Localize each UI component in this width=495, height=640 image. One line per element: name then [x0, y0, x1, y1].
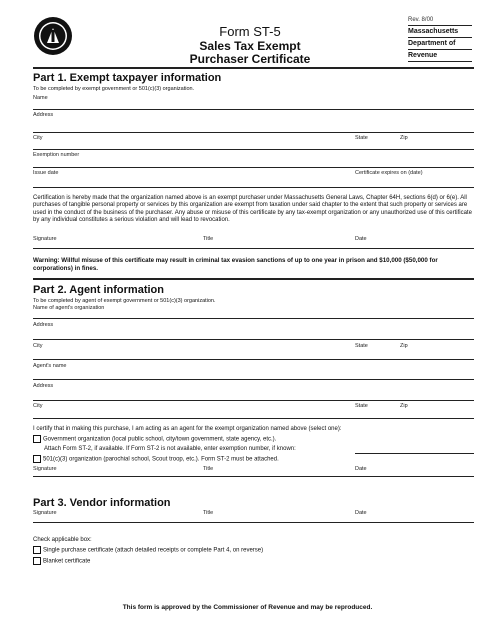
- zip-label: Zip: [400, 343, 408, 349]
- address-field[interactable]: [33, 132, 474, 133]
- state-label: State: [355, 343, 368, 349]
- state-label: State: [355, 135, 368, 141]
- zip-label: Zip: [400, 135, 408, 141]
- issue-date-label: Issue date: [33, 170, 59, 176]
- agent-address-field[interactable]: [33, 400, 474, 401]
- blanket-certificate-checkbox[interactable]: [33, 557, 41, 565]
- single-purchase-checkbox[interactable]: [33, 546, 41, 554]
- government-org-label: Government organization (local public school, city/town government, state agency, etc.).: [43, 436, 277, 443]
- revision-label: Rev. 8/00: [408, 17, 434, 23]
- government-org-checkbox[interactable]: [33, 435, 41, 443]
- part2-heading: Part 2. Agent information: [33, 284, 164, 296]
- agent-title-label: Title: [203, 466, 214, 472]
- exemption-number-known-field[interactable]: [355, 453, 474, 454]
- form-title: Form ST-5: [219, 24, 281, 39]
- city-label: City: [33, 343, 43, 349]
- agent-signature-field[interactable]: [33, 476, 474, 477]
- header-rule: [33, 67, 474, 69]
- footer-text: This form is approved by the Commissioner of Revenue and may be reproduced.: [122, 604, 373, 611]
- agent-state-label: State: [355, 403, 368, 409]
- city-label: City: [33, 135, 43, 141]
- date-label: Date: [355, 236, 367, 242]
- dept-line3: Revenue: [408, 52, 438, 59]
- name-field[interactable]: [33, 109, 474, 110]
- address-label: Address: [33, 112, 54, 118]
- check-box-label: Check applicable box:: [33, 537, 92, 543]
- agent-certify-text: I certify that in making this purchase, I am acting as an agent for the exempt organization named above (select one):: [33, 426, 342, 432]
- expires-label: Certificate expires on (date): [355, 170, 423, 176]
- agent-city-field[interactable]: [33, 418, 474, 419]
- agent-name-field[interactable]: [33, 379, 474, 380]
- state-seal-icon: [33, 16, 73, 56]
- vendor-signature-field[interactable]: [33, 522, 474, 523]
- city-field[interactable]: [33, 359, 474, 360]
- blanket-certificate-label: Blanket certificate: [43, 558, 91, 565]
- org-name-field[interactable]: [33, 318, 474, 319]
- charity-org-checkbox[interactable]: [33, 455, 41, 463]
- agent-date-label: Date: [355, 466, 367, 472]
- part1-heading: Part 1. Exempt taxpayer information: [33, 72, 222, 84]
- warning-text: Warning: Willful misuse of this certificate may result in criminal tax evasion sanctions of up to one year in prison and $10,000 ($50,000 for corporations) in fines.: [33, 257, 438, 272]
- signature-field[interactable]: [33, 248, 474, 249]
- agent-zip-label: Zip: [400, 403, 408, 409]
- vendor-title-label: Title: [203, 510, 214, 516]
- section-rule: [33, 278, 474, 280]
- government-org-note: Attach Form ST-2, if available. If Form ST-2 is not available, enter exemption number, if known:: [44, 446, 296, 452]
- exemption-number-field[interactable]: [33, 167, 474, 168]
- agent-name-label: Agent's name: [33, 363, 67, 369]
- vendor-date-label: Date: [355, 510, 367, 516]
- city-field[interactable]: [33, 149, 474, 150]
- part1-instruction: To be completed by exempt government or 501(c)(3) organization.: [33, 86, 195, 92]
- certification-text: Certification is hereby made that the organization named above is an exempt purchaser under Massachusetts General Laws, Chapter 64H, sections 6(d) or 6(e). All purchases of tangible personal property or services by this organization are exempt from taxation under said chapter to the extent that such property or services are used in the conduct of the business of the purchaser. Any abuse or misuse of this certificate by any tax-exempt organization or any unauthorized use of this certificate by any individual constitutes a serious violation and will lead to revocation.: [33, 195, 472, 224]
- agent-address-label: Address: [33, 383, 54, 389]
- charity-org-label: 501(c)(3) organization (parochial school, Scout troop, etc.). Form ST-2 must be attached.: [43, 456, 279, 463]
- single-purchase-label: Single purchase certificate (attach detailed receipts or complete Part 4, on reverse): [43, 547, 264, 554]
- form-subtitle-line1: Sales Tax Exempt: [199, 39, 301, 53]
- issue-date-field[interactable]: [33, 187, 474, 188]
- signature-label: Signature: [33, 236, 57, 242]
- dept-divider: [408, 37, 472, 38]
- address-field[interactable]: [33, 339, 474, 340]
- dept-line1: Massachusetts: [408, 28, 459, 35]
- part3-heading: Part 3. Vendor information: [33, 497, 171, 509]
- org-name-label: Name of agent's organization: [33, 305, 105, 311]
- name-label: Name: [33, 95, 48, 101]
- part2-instruction: To be completed by agent of exempt government or 501(c)(3) organization.: [33, 298, 216, 304]
- agent-city-label: City: [33, 403, 43, 409]
- dept-line2: Department of: [408, 40, 456, 47]
- dept-divider: [408, 25, 472, 26]
- dept-divider: [408, 61, 472, 62]
- title-label: Title: [203, 236, 214, 242]
- vendor-signature-label: Signature: [33, 510, 57, 516]
- form-subtitle-line2: Purchaser Certificate: [189, 52, 311, 66]
- address-label: Address: [33, 322, 54, 328]
- exemption-number-label: Exemption number: [33, 152, 80, 158]
- agent-signature-label: Signature: [33, 466, 57, 472]
- dept-divider: [408, 49, 472, 50]
